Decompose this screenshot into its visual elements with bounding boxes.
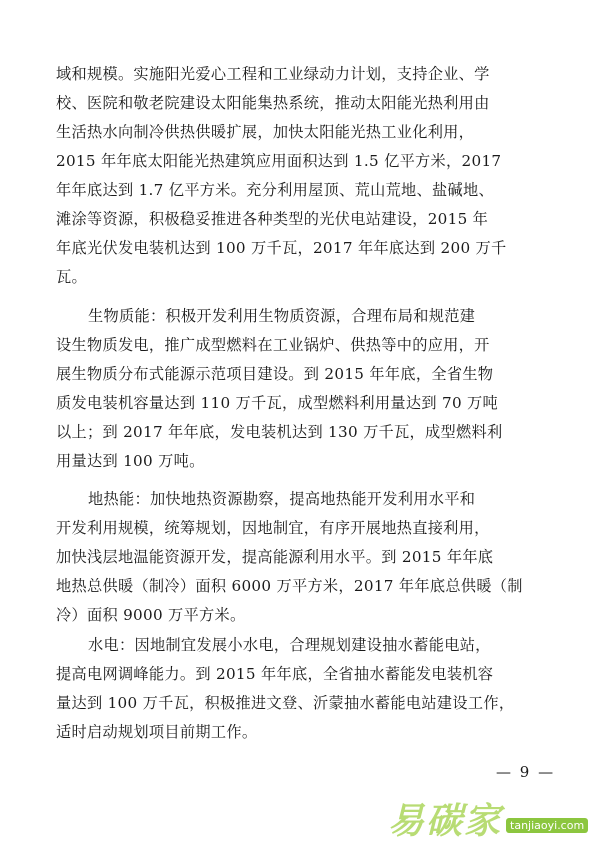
text-line: 地热总供暖（制冷）面积 6000 万平方米，2017 年年底总供暖（制: [56, 577, 523, 595]
text-line: 质发电装机容量达到 110 万千瓦，成型燃料利用量达到 70 万吨: [56, 394, 499, 412]
watermark-url: tanjiaoyi.com: [506, 818, 588, 833]
paragraph-biomass: [56, 302, 546, 476]
text-line: 滩涂等资源，积极稳妥推进各种类型的光伏电站建设，2015 年: [56, 210, 489, 228]
text-line: 域和规模。实施阳光爱心工程和工业绿动力计划，支持企业、学: [56, 65, 490, 83]
text-line: 展生物质分布式能源示范项目建设。到 2015 年年底，全省生物: [56, 365, 494, 383]
text-line: 以上；到 2017 年年底，发电装机达到 130 万千瓦，成型燃料利: [56, 423, 503, 441]
text-line: 校、医院和敬老院建设太阳能集热系统，推动太阳能光热利用由: [56, 94, 490, 112]
text-line: 年年底达到 1.7 亿平方米。充分利用屋顶、荒山荒地、盐碱地、: [56, 181, 494, 199]
text-line: 量达到 100 万千瓦，积极推进文登、沂蒙抽水蓄能电站建设工作，: [56, 694, 515, 712]
watermark-text: 易碳家: [388, 800, 503, 842]
paragraph-solar: [56, 60, 546, 292]
text-line: 生物质能：积极开发利用生物质资源，合理布局和规范建: [88, 307, 476, 325]
text-line: 瓦。: [56, 268, 87, 286]
text-line: 冷）面积 9000 万平方米。: [56, 606, 246, 624]
text-line: 设生物质发电，推广成型燃料在工业锅炉、供热等中的应用，开: [56, 336, 490, 354]
paragraph-geothermal: [56, 485, 546, 630]
text-line: 年底光伏发电装机达到 100 万千瓦，2017 年年底达到 200 万千: [56, 239, 507, 257]
paragraph-hydropower: [56, 631, 546, 747]
text-line: 2015 年年底太阳能光热建筑应用面积达到 1.5 亿平方米，2017: [56, 152, 502, 170]
text-line: 水电：因地制宜发展小水电，合理规划建设抽水蓄能电站，: [88, 636, 491, 654]
text-line: 提高电网调峰能力。到 2015 年年底，全省抽水蓄能发电装机容: [56, 665, 494, 683]
text-line: 加快浅层地温能资源开发，提高能源利用水平。到 2015 年年底: [56, 548, 494, 566]
text-line: 用量达到 100 万吨。: [56, 452, 205, 470]
watermark-logo: [388, 790, 598, 846]
page-number: — 9 —: [496, 763, 556, 781]
text-line: 适时启动规划项目前期工作。: [56, 723, 258, 741]
text-line: 地热能：加快地热资源勘察，提高地热能开发利用水平和: [88, 490, 476, 508]
text-line: 开发利用规模，统筹规划，因地制宜，有序开展地热直接利用，: [56, 519, 490, 537]
text-line: 生活热水向制冷供热供暖扩展，加快太阳能光热工业化利用，: [56, 123, 475, 141]
